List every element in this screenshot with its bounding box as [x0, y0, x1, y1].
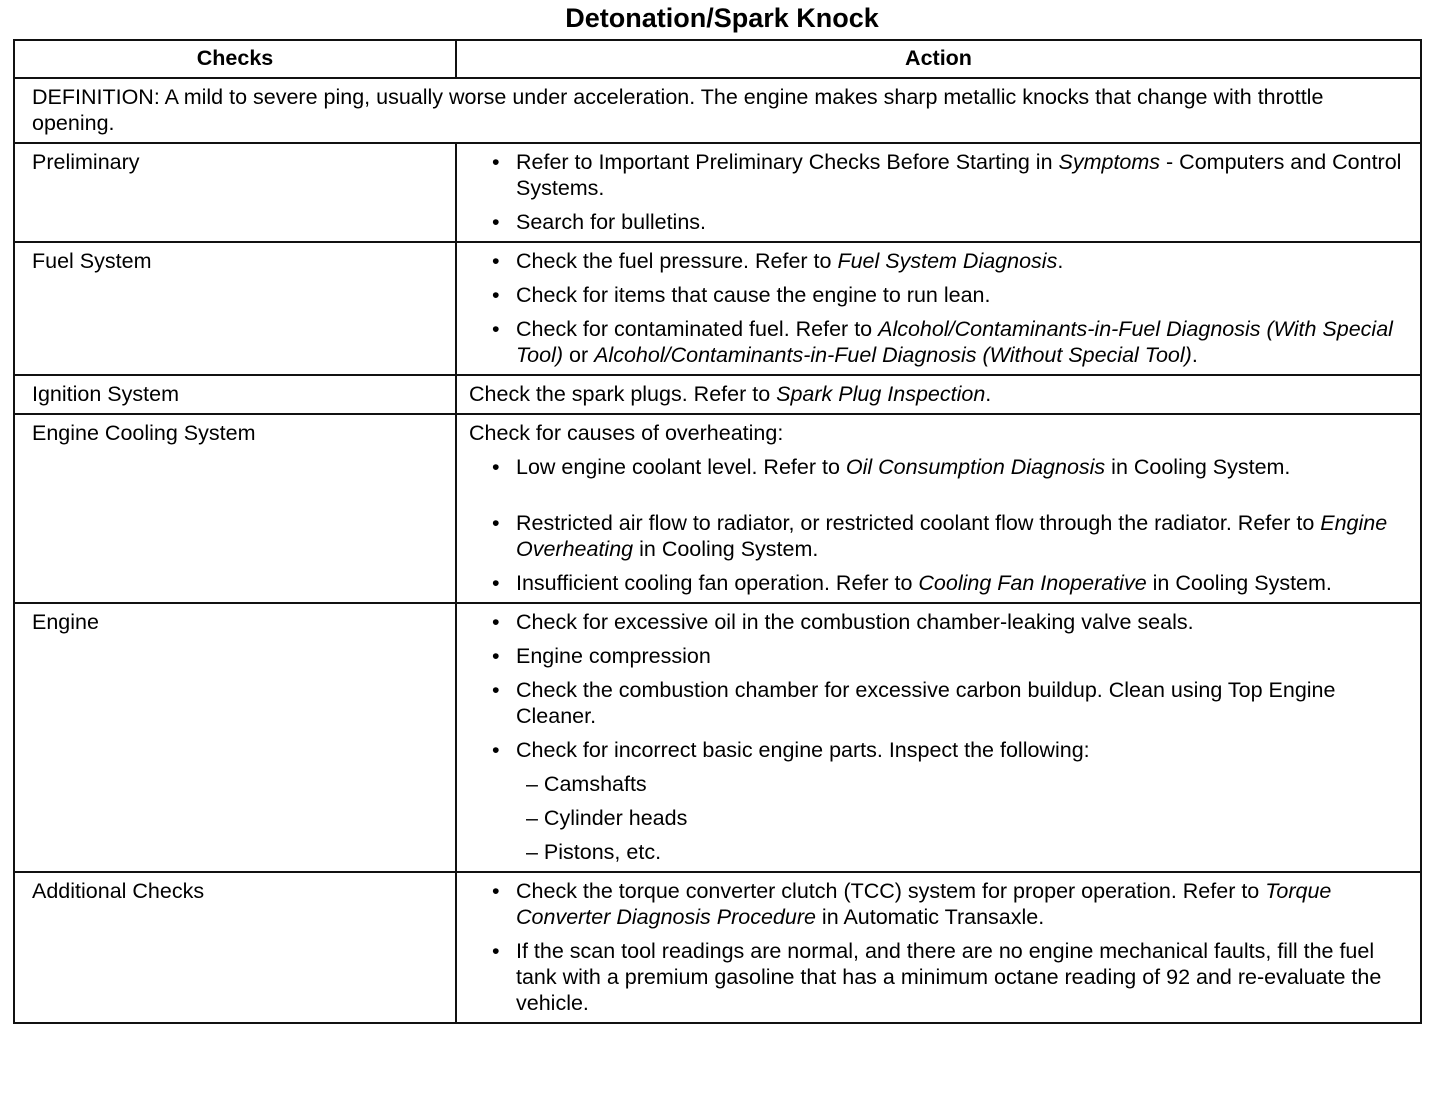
- check-engine: Engine: [14, 603, 456, 872]
- check-fuel-system: Fuel System: [14, 242, 456, 375]
- list-item: • Low engine coolant level. Refer to Oil Consumption Diagnosis in Cooling System.: [516, 454, 1414, 480]
- list-item: • Check the torque converter clutch (TCC) system for proper operation. Refer to Torque Converter Diagnosis Procedure in Automatic Transaxle.: [516, 878, 1414, 930]
- sub-list-item: – Pistons, etc.: [526, 840, 662, 864]
- check-additional: Additional Checks: [14, 872, 456, 1023]
- checks-header: Checks: [14, 40, 456, 78]
- table-row: [14, 143, 1421, 242]
- list-item: • Check for items that cause the engine to run lean.: [516, 282, 1414, 308]
- definition-text: DEFINITION: A mild to severe ping, usually worse under acceleration. The engine makes sharp metallic knocks that change with throttle opening.: [14, 78, 1421, 143]
- diagnostic-table: [13, 39, 1422, 1024]
- check-ignition-system: Ignition System: [14, 375, 456, 414]
- table-row: [14, 872, 1421, 1023]
- check-preliminary: Preliminary: [14, 143, 456, 242]
- cooling-lead-text: Check for causes of overheating:: [469, 421, 784, 445]
- action-ignition-system: Check the spark plugs. Refer to Spark Plug Inspection.: [456, 375, 1421, 414]
- list-item: • Engine compression: [516, 643, 1414, 669]
- table-row: [14, 242, 1421, 375]
- check-engine-cooling: Engine Cooling System: [14, 414, 456, 603]
- table-row: [14, 603, 1421, 872]
- action-header: Action: [456, 40, 1421, 78]
- sub-list-item: – Camshafts: [526, 772, 647, 796]
- list-item: • Check for excessive oil in the combustion chamber-leaking valve seals.: [516, 609, 1414, 635]
- list-item: • Check the fuel pressure. Refer to Fuel System Diagnosis.: [516, 248, 1414, 274]
- list-item: • If the scan tool readings are normal, and there are no engine mechanical faults, fill the fuel tank with a premium gasoline that has a minimum octane reading of 92 and re-evaluate the vehicle.: [516, 938, 1414, 1016]
- action-preliminary: [456, 143, 1421, 242]
- sub-list-item: – Cylinder heads: [526, 806, 688, 830]
- list-item: • Check for incorrect basic engine parts. Inspect the following: – Camshafts – Cylinder heads – Pistons, etc.: [516, 737, 1414, 865]
- list-item: • Check the combustion chamber for excessive carbon buildup. Clean using Top Engine Cleaner.: [516, 677, 1414, 729]
- list-item: • Search for bulletins.: [516, 209, 1414, 235]
- table-row: [14, 375, 1421, 414]
- list-item: • Restricted air flow to radiator, or restricted coolant flow through the radiator. Refer to Engine Overheating in Cooling System.: [516, 510, 1414, 562]
- action-additional: [456, 872, 1421, 1023]
- header-row: [14, 40, 1421, 78]
- list-item: • Refer to Important Preliminary Checks Before Starting in Symptoms - Computers and Control Systems.: [516, 149, 1414, 201]
- action-engine-cooling: [456, 414, 1421, 603]
- list-item: • Insufficient cooling fan operation. Refer to Cooling Fan Inoperative in Cooling System.: [516, 570, 1414, 596]
- list-item: • Check for contaminated fuel. Refer to Alcohol/Contaminants-in-Fuel Diagnosis (With Special Tool) or Alcohol/Contaminants-in-Fuel Diagnosis (Without Special Tool).: [516, 316, 1414, 368]
- page-title: Detonation/Spark Knock: [565, 3, 879, 33]
- action-fuel-system: [456, 242, 1421, 375]
- action-engine: [456, 603, 1421, 872]
- table-row: [14, 414, 1421, 603]
- definition-row: [14, 78, 1421, 143]
